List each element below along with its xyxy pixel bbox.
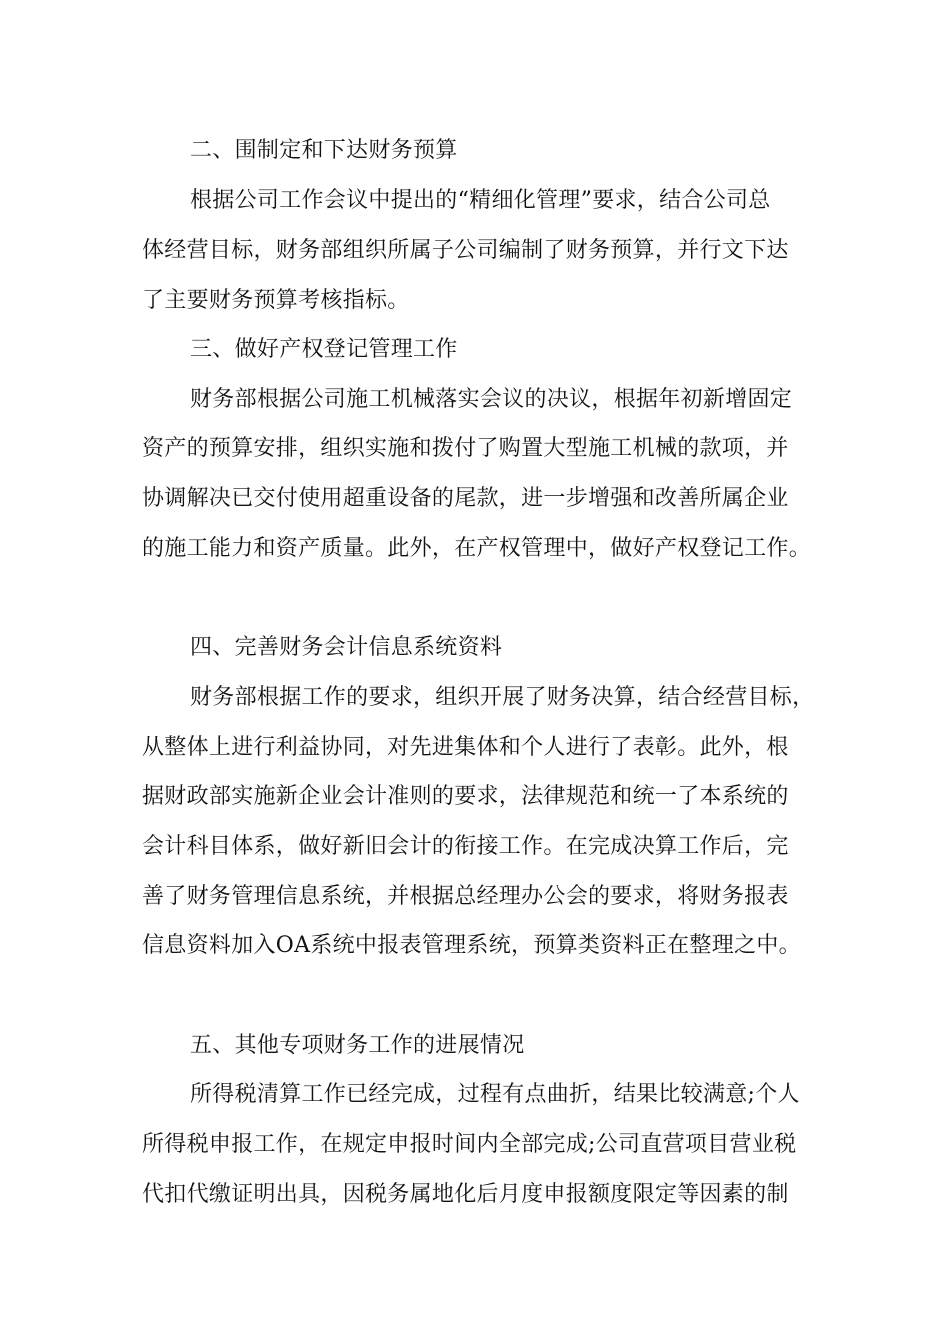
- paragraph-line: 体经营目标，财务部组织所属子公司编制了财务预算，并行文下达: [142, 238, 789, 263]
- section-heading: 四、完善财务会计信息系统资料: [190, 635, 503, 660]
- paragraph-line: 所得税清算工作已经完成，过程有点曲折，结果比较满意;个人: [190, 1082, 800, 1107]
- section-heading: 三、做好产权登记管理工作: [190, 337, 458, 362]
- paragraph-line: 所得税申报工作，在规定申报时间内全部完成;公司直营项目营业税: [142, 1132, 797, 1157]
- section-heading: 五、其他专项财务工作的进展情况: [190, 1033, 525, 1058]
- paragraph-line: 根据公司工作会议中提出的“精细化管理”要求，结合公司总: [190, 188, 771, 213]
- paragraph-line: 资产的预算安排，组织实施和拨付了购置大型施工机械的款项，并: [142, 436, 789, 461]
- paragraph-line: 财务部根据工作的要求，组织开展了财务决算，结合经营目标，: [190, 685, 815, 710]
- paragraph-line: 的施工能力和资产质量。此外，在产权管理中，做好产权登记工作。: [142, 536, 812, 561]
- paragraph-line: 财务部根据公司施工机械落实会议的决议，根据年初新增固定: [190, 387, 793, 412]
- paragraph-line: 信息资料加入OA系统中报表管理系统，预算类资料正在整理之中。: [142, 933, 801, 958]
- paragraph-line: 从整体上进行利益协同，对先进集体和个人进行了表彰。此外，根: [142, 735, 789, 760]
- paragraph-line: 协调解决已交付使用超重设备的尾款，进一步增强和改善所属企业: [142, 486, 789, 511]
- paragraph-line: 代扣代缴证明出具，因税务属地化后月度申报额度限定等因素的制: [142, 1182, 789, 1207]
- paragraph-line: 了主要财务预算考核指标。: [142, 288, 410, 313]
- paragraph-line: 据财政部实施新企业会计准则的要求，法律规范和统一了本系统的: [142, 784, 789, 809]
- paragraph-line: 会计科目体系，做好新旧会计的衔接工作。在完成决算工作后，完: [142, 834, 789, 859]
- section-heading: 二、围制定和下达财务预算: [190, 138, 458, 163]
- paragraph-line: 善了财务管理信息系统，并根据总经理办公会的要求，将财务报表: [142, 884, 789, 909]
